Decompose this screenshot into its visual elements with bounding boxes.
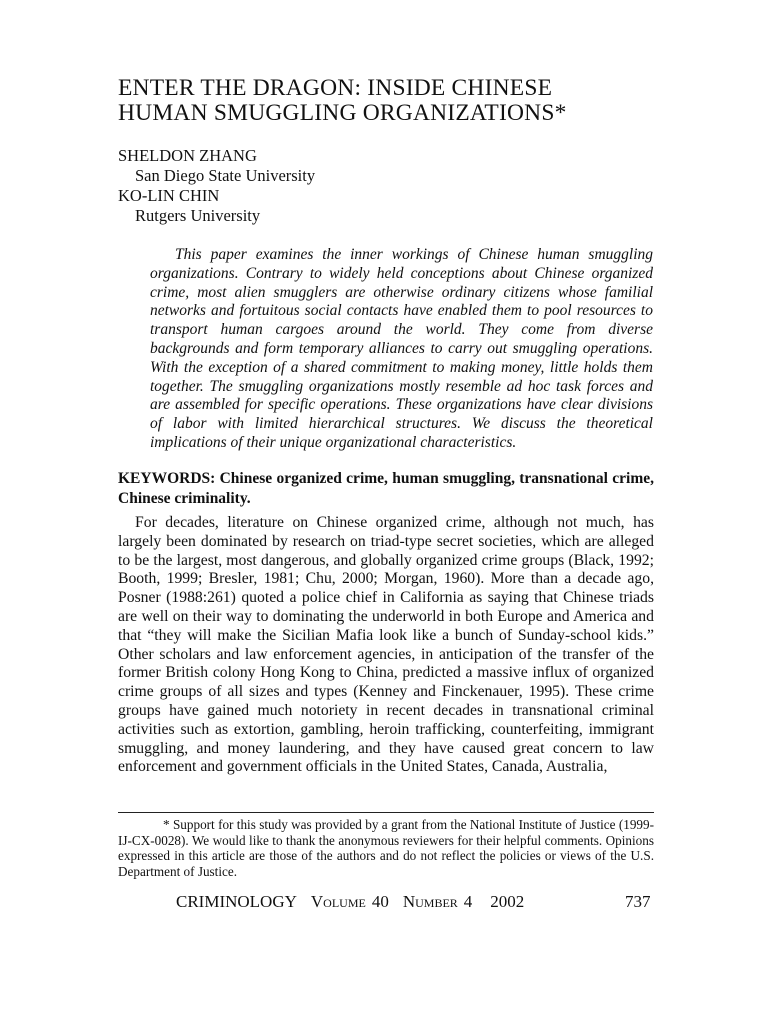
page-number: 737 — [625, 892, 651, 911]
abstract: This paper examines the inner workings of Chinese human smuggling organizations. Contrary to widely held conceptions about Chinese organized crime, most alien smugglers are otherwise ordinary citizens whose familial networks and fortuitous social contacts have enabled them to pool resources to transport human cargoes around the world. They come from diverse backgrounds and form temporary alliances to carry out smuggling operations. With the exception of a shared commitment to making money, little holds them together. The smuggling organizations mostly resemble ad hoc task forces and are assembled for specific operations. These organizations have clear divisions of labor with limited hierarchical structures. We discuss the theoretical implications of their unique organizational characteristics. — [150, 246, 653, 451]
author-name: KO-LIN CHIN — [118, 186, 220, 205]
publication-year: 2002 — [490, 892, 525, 911]
footnote-divider — [118, 812, 654, 813]
author-affiliation: Rutgers University — [135, 206, 261, 225]
issue-label: Number — [402, 892, 458, 911]
article-title — [118, 76, 678, 126]
title-line: ENTER THE DRAGON: INSIDE CHINESE — [118, 75, 553, 101]
author-block — [118, 146, 315, 226]
author-affiliation: San Diego State University — [135, 166, 316, 185]
footnote: * Support for this study was provided by a grant from the National Institute of Justice (1999-IJ-CX-0028). We would like to thank the anonymous reviewers for their helpful comments. Opinions expressed in this article are those of the authors and do not reflect the policies or views of the U.S. Department of Justice. — [118, 817, 654, 879]
author-name: SHELDON ZHANG — [118, 146, 257, 165]
journal-name: CRIMINOLOGY — [176, 892, 297, 911]
keywords: KEYWORDS: Chinese organized crime, human smuggling, transnational crime, Chinese criminality. — [118, 470, 654, 507]
issue-number: 4 — [463, 892, 473, 911]
running-footer — [176, 892, 656, 912]
title-line: HUMAN SMUGGLING ORGANIZATIONS* — [118, 100, 567, 126]
volume-number: 40 — [371, 892, 389, 911]
body-paragraph: For decades, literature on Chinese organized crime, although not much, has largely been dominated by research on triad-type secret societies, which are alleged to be the largest, most dangerous, and globally organized crime groups (Black, 1992; Booth, 1999; Bresler, 1981; Chu, 2000; Morgan, 1960). More than a decade ago, Posner (1988:261) quoted a police chief in California as saying that Chinese triads are well on their way to dominating the underworld in both Europe and America and that “they will make the Sicilian Mafia look like a bunch of Sunday-school kids.” Other scholars and law enforcement agencies, in anticipation of the transfer of the former British colony Hong Kong to China, predicted a massive influx of organized crime groups of all sizes and types (Kenney and Finckenauer, 1995). These crime groups have gained much notoriety in recent decades in transnational criminal activities such as extortion, gambling, heroin trafficking, counterfeiting, immigrant smuggling, and money laundering, and they have caused great concern to law enforcement and government officials in the United States, Canada, Australia, — [118, 514, 654, 776]
volume-label: Volume — [310, 892, 366, 911]
